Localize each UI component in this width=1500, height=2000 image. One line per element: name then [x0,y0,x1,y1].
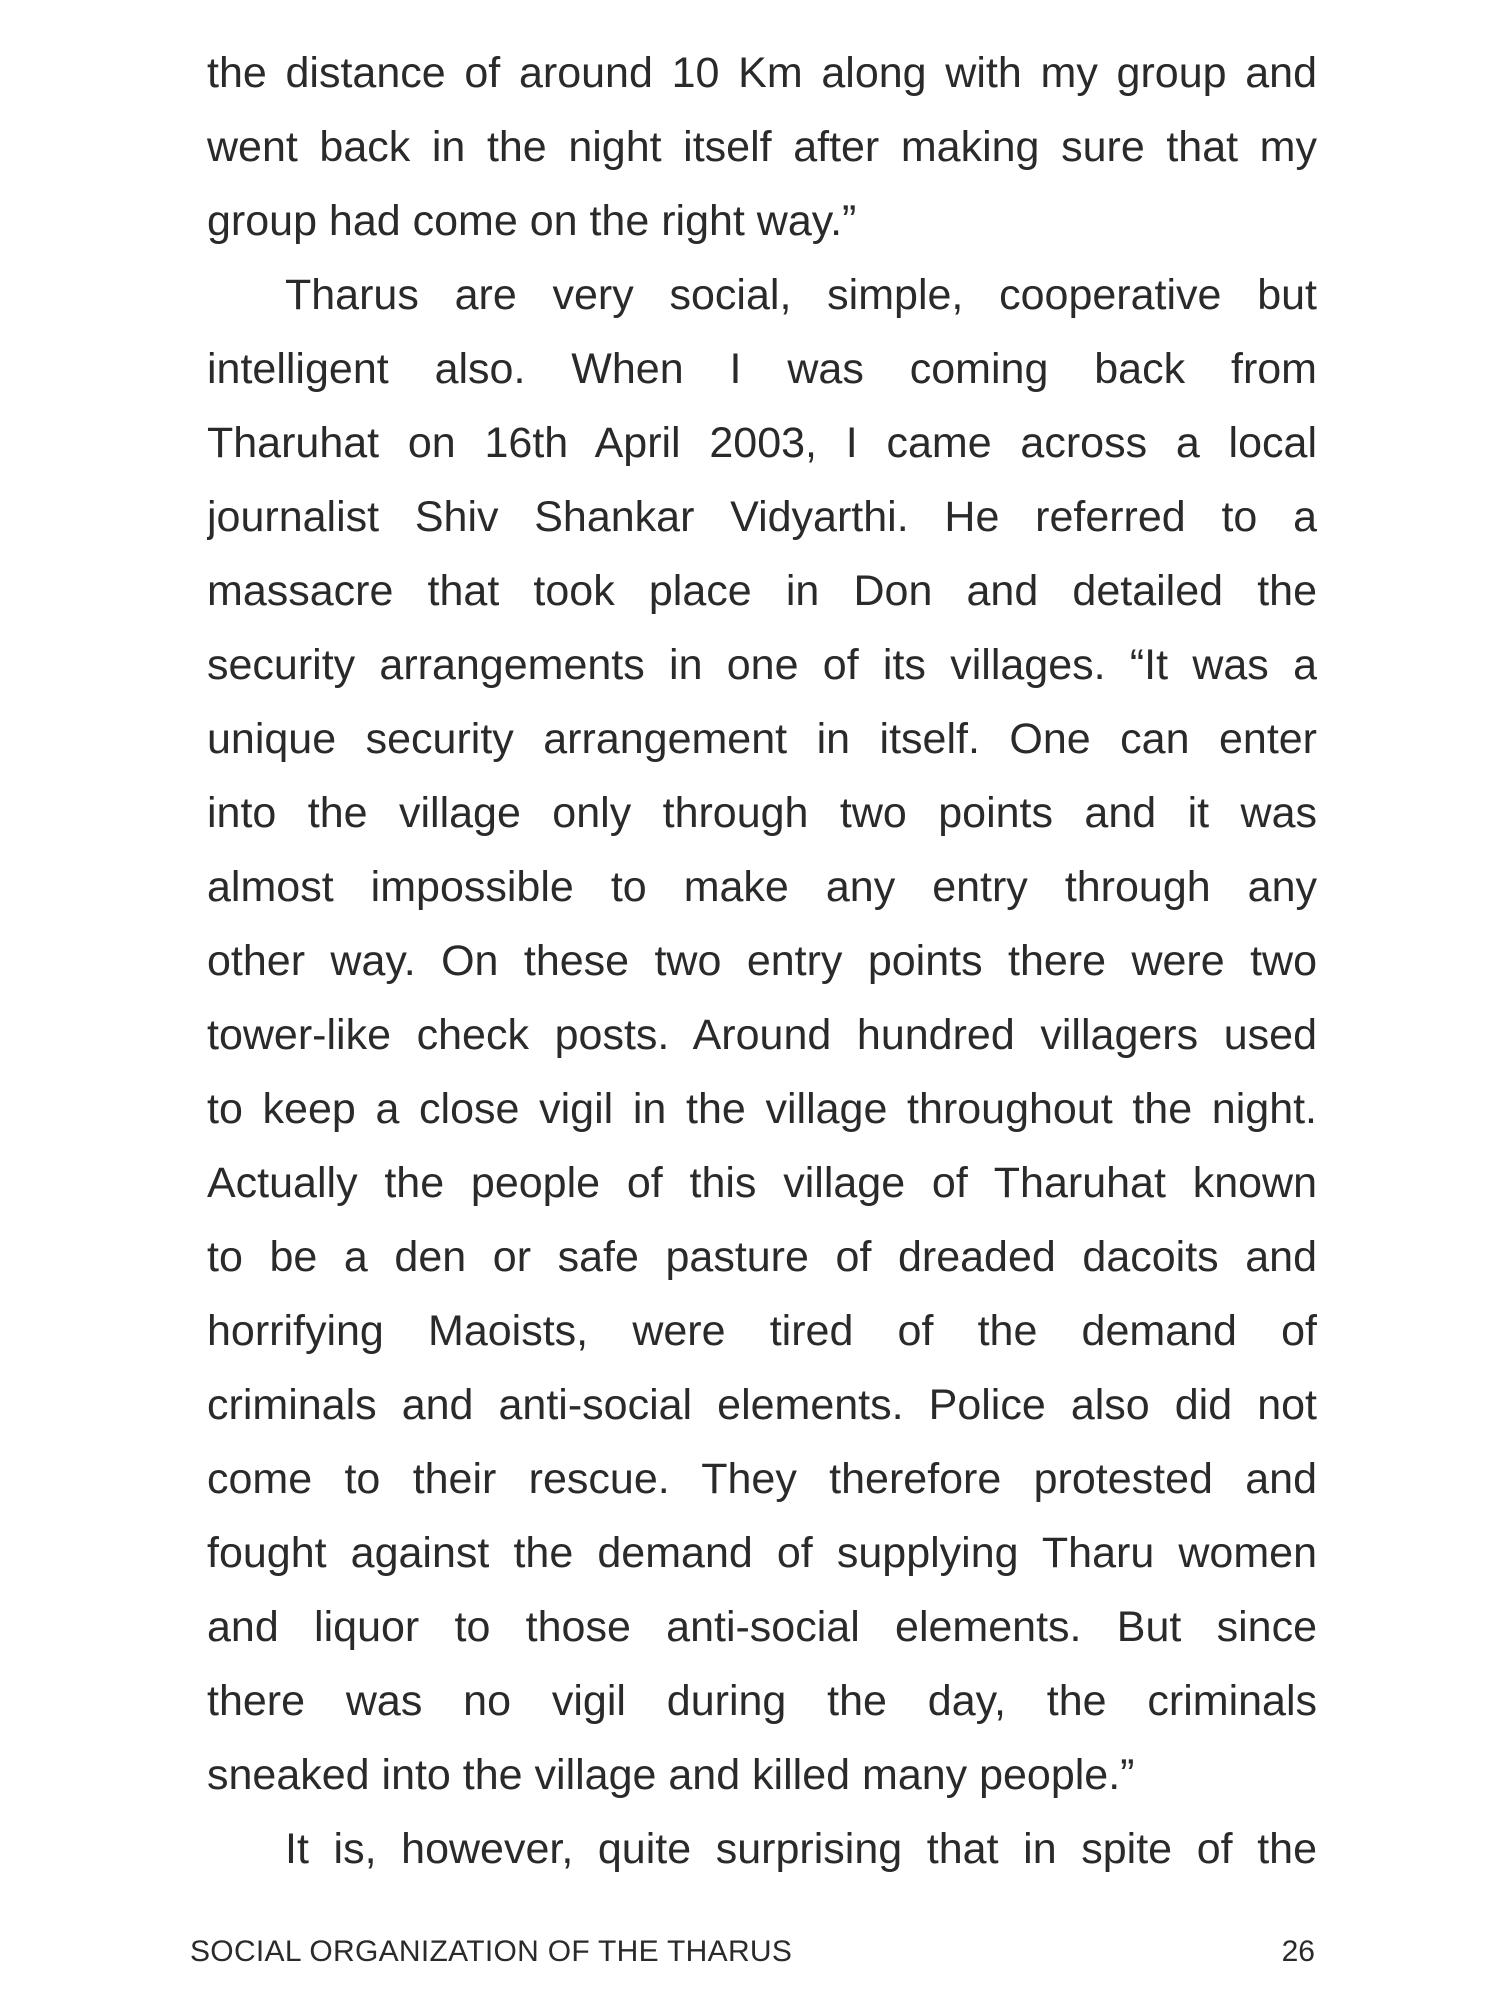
page-footer [190,1930,1315,1974]
text-line: to keep a close vigil in the village throughout the night. [207,1085,1317,1133]
text-line: unique security arrangement in itself. One can enter [207,715,1317,763]
text-line: group had come on the right way.” [207,197,857,245]
text-line: and liquor to those anti-social elements. But since [207,1603,1317,1651]
text-line: Tharus are very social, simple, cooperative but [285,271,1317,319]
text-line: criminals and anti-social elements. Police also did not [207,1381,1317,1429]
text-line: went back in the night itself after making sure that my [207,123,1317,171]
text-line: massacre that took place in Don and detailed the [207,567,1317,615]
text-line: into the village only through two points and it was [207,789,1317,837]
text-line: to be a den or safe pasture of dreaded dacoits and [207,1233,1317,1281]
text-line: other way. On these two entry points there were two [207,937,1317,985]
text-line: journalist Shiv Shankar Vidyarthi. He referred to a [207,493,1317,541]
text-line: there was no vigil during the day, the criminals [207,1677,1317,1725]
text-line: Actually the people of this village of Tharuhat known [207,1159,1317,1207]
page-number: 26 [1281,1935,1315,1968]
text-line: almost impossible to make any entry through any [207,863,1317,911]
text-line: intelligent also. When I was coming back from [207,345,1317,393]
text-line: security arrangements in one of its villages. “It was a [207,641,1317,689]
running-footer-title: SOCIAL ORGANIZATION OF THE THARUS [190,1935,793,1968]
text-line: Tharuhat on 16th April 2003, I came across a local [207,419,1317,467]
text-line: It is, however, quite surprising that in spite of the [285,1825,1317,1873]
text-line: fought against the demand of supplying Tharu women [207,1529,1317,1577]
text-line: tower-like check posts. Around hundred villagers used [207,1011,1317,1059]
body-text [207,36,1317,1886]
text-line: the distance of around 10 Km along with my group and [207,49,1317,97]
text-line: sneaked into the village and killed many people.” [207,1751,1135,1799]
text-line: come to their rescue. They therefore protested and [207,1455,1317,1503]
text-line: horrifying Maoists, were tired of the demand of [207,1307,1317,1355]
